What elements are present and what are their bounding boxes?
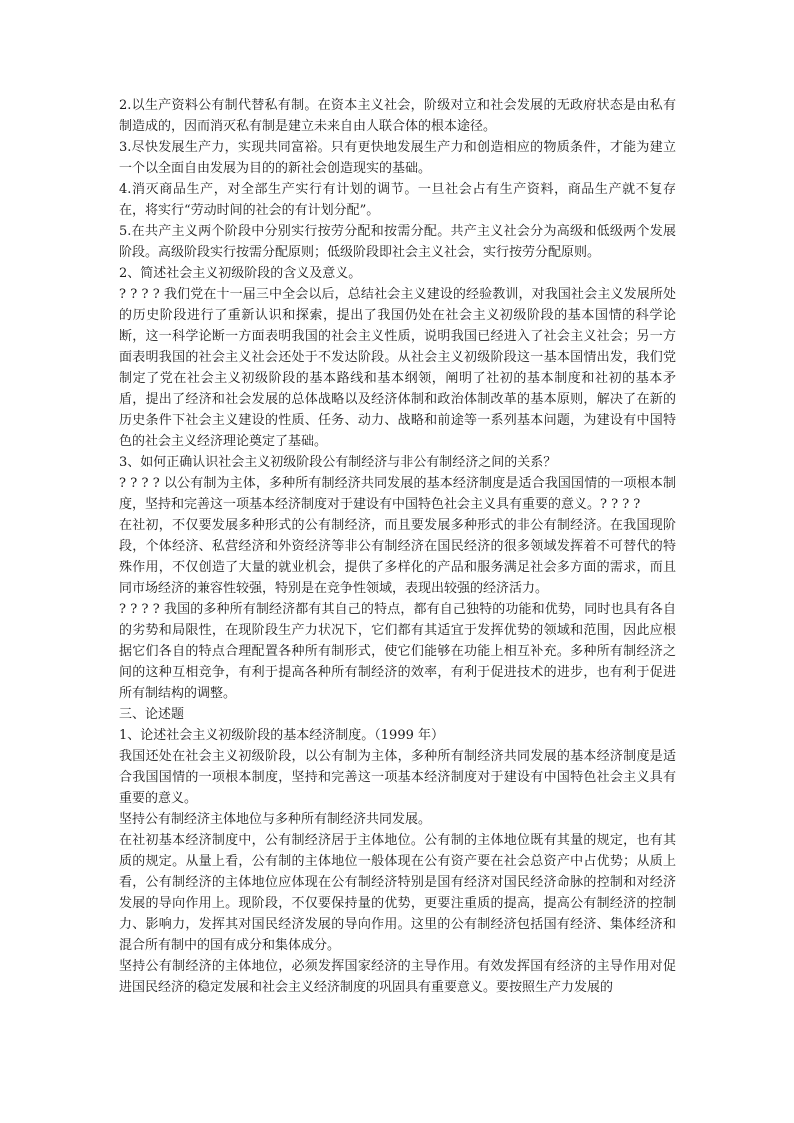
answer-3-paragraph-3: ? ? ? ? 我国的多种所有制经济都有其自己的特点，都有自己独特的功能和优势，同时也具有各自的劣势和局限性，在现阶段生产力状况下，它们都有其适宜于发挥优势的领域和范围，因此应根据它们各自的特点合理配置各种所有制形式，使它们能够在功能上相互补充。多种所有制经济之间的这种互相竞争，有利于提高各种所有制经济的效率，有利于促进技术的进步，也有利于促进所有制结构的调整。 [119, 602, 676, 701]
essay-1-paragraph-1: 我国还处在社会主义初级阶段，以公有制为主体，多种所有制经济共同发展的基本经济制度是适合我国国情的一项根本制度，坚持和完善这一项基本经济制度对于建设有中国特色社会主义具有重要的意义。 [119, 749, 676, 806]
answer-3-paragraph-1: ? ? ? ? 以公有制为主体，多种所有制经济共同发展的基本经济制度是适合我国国情的一项根本制度，坚持和完善这一项基本经济制度对于建设有中国特色社会主义具有重要的意义。? ? ? ? [119, 476, 676, 512]
essay-1-paragraph-4: 坚持公有制经济的主体地位，必须发挥国家经济的主导作用。有效发挥国有经济的主导作用对促进国民经济的稳定发展和社会主义经济制度的巩固具有重要意义。要按照生产力发展的 [119, 959, 676, 995]
essay-1-paragraph-2: 坚持公有制经济主体地位与多种所有制经济共同发展。 [119, 812, 432, 827]
essay-1-paragraph-3: 在社初基本经济制度中，公有制经济居于主体地位。公有制的主体地位既有其量的规定，也有其质的规定。从量上看，公有制的主体地位一般体现在公有资产要在社会总资产中占优势；从质上看，公有制经济的主体地位应体现在公有制经济特别是国有经济对国民经济命脉的控制和对经济发展的导向作用上。现阶段，不仅要保持量的优势，更要注重质的提高，提高公有制经济的控制力、影响力，发挥其对国民经济发展的导向作用。这里的公有制经济包括国有经济、集体经济和混合所有制中的国有成分和集体成分。 [119, 833, 676, 953]
paragraph-point-2: 2.以生产资料公有制代替私有制。在资本主义社会，阶级对立和社会发展的无政府状态是由私有制造成的，因而消灭私有制是建立未来自由人联合体的根本途径。 [119, 98, 676, 134]
answer-3-paragraph-2: 在社初，不仅要发展多种形式的公有制经济，而且要发展多种形式的非公有制经济。在我国现阶段，个体经济、私营经济和外资经济等非公有制经济在国民经济的很多领域发挥着不可替代的特殊作用，不仅创造了大量的就业机会，提供了多样化的产品和服务满足社会多方面的需求，而且同市场经济的兼容性较强，特别是在竞争性领域，表现出较强的经济活力。 [119, 518, 676, 596]
answer-2-paragraph: ? ? ? ? 我们党在十一届三中全会以后，总结社会主义建设的经验教训，对我国社会主义发展所处的历史阶段进行了重新认识和探索，提出了我国仍处在社会主义初级阶段的基本国情的科学论断，这一科学论断一方面表明我国的社会主义性质，说明我国已经进入了社会主义社会；另一方面表明我国的社会主义社会还处于不发达阶段。从社会主义初级阶段这一基本国情出发，我们党制定了党在社会主义初级阶段的基本路线和基本纲领，阐明了社初的基本制度和社初的基本矛盾，提出了经济和社会发展的总体战略以及经济体制和政治体制改革的基本原则，解决了在新的历史条件下社会主义建设的性质、任务、动力、战略和前途等一系列基本问题，为建设有中国特色的社会主义经济理论奠定了基础。 [119, 287, 676, 449]
question-3-heading: 3、如何正确认识社会主义初级阶段公有制经济与非公有制经济之间的关系？ [119, 455, 557, 470]
question-2-heading: 2、简述社会主义初级阶段的含义及意义。 [119, 266, 362, 281]
section-3-heading: 三、论述题 [119, 707, 185, 722]
paragraph-point-4: 4.消灭商品生产，对全部生产实行有计划的调节。一旦社会占有生产资料，商品生产就不复存在，将实行“劳动时间的社会的有计划分配”。 [119, 182, 676, 218]
paragraph-point-5: 5.在共产主义两个阶段中分别实行按劳分配和按需分配。共产主义社会分为高级和低级两个发展阶段。高级阶段实行按需分配原则；低级阶段即社会主义社会，实行按劳分配原则。 [119, 224, 676, 260]
document-page [119, 95, 676, 998]
paragraph-point-3: 3.尽快发展生产力，实现共同富裕。只有更快地发展生产力和创造相应的物质条件，才能为建立一个以全面自由发展为目的的新社会创造现实的基础。 [119, 140, 676, 176]
essay-1-heading: 1、论述社会主义初级阶段的基本经济制度。（1999 年） [119, 728, 444, 743]
